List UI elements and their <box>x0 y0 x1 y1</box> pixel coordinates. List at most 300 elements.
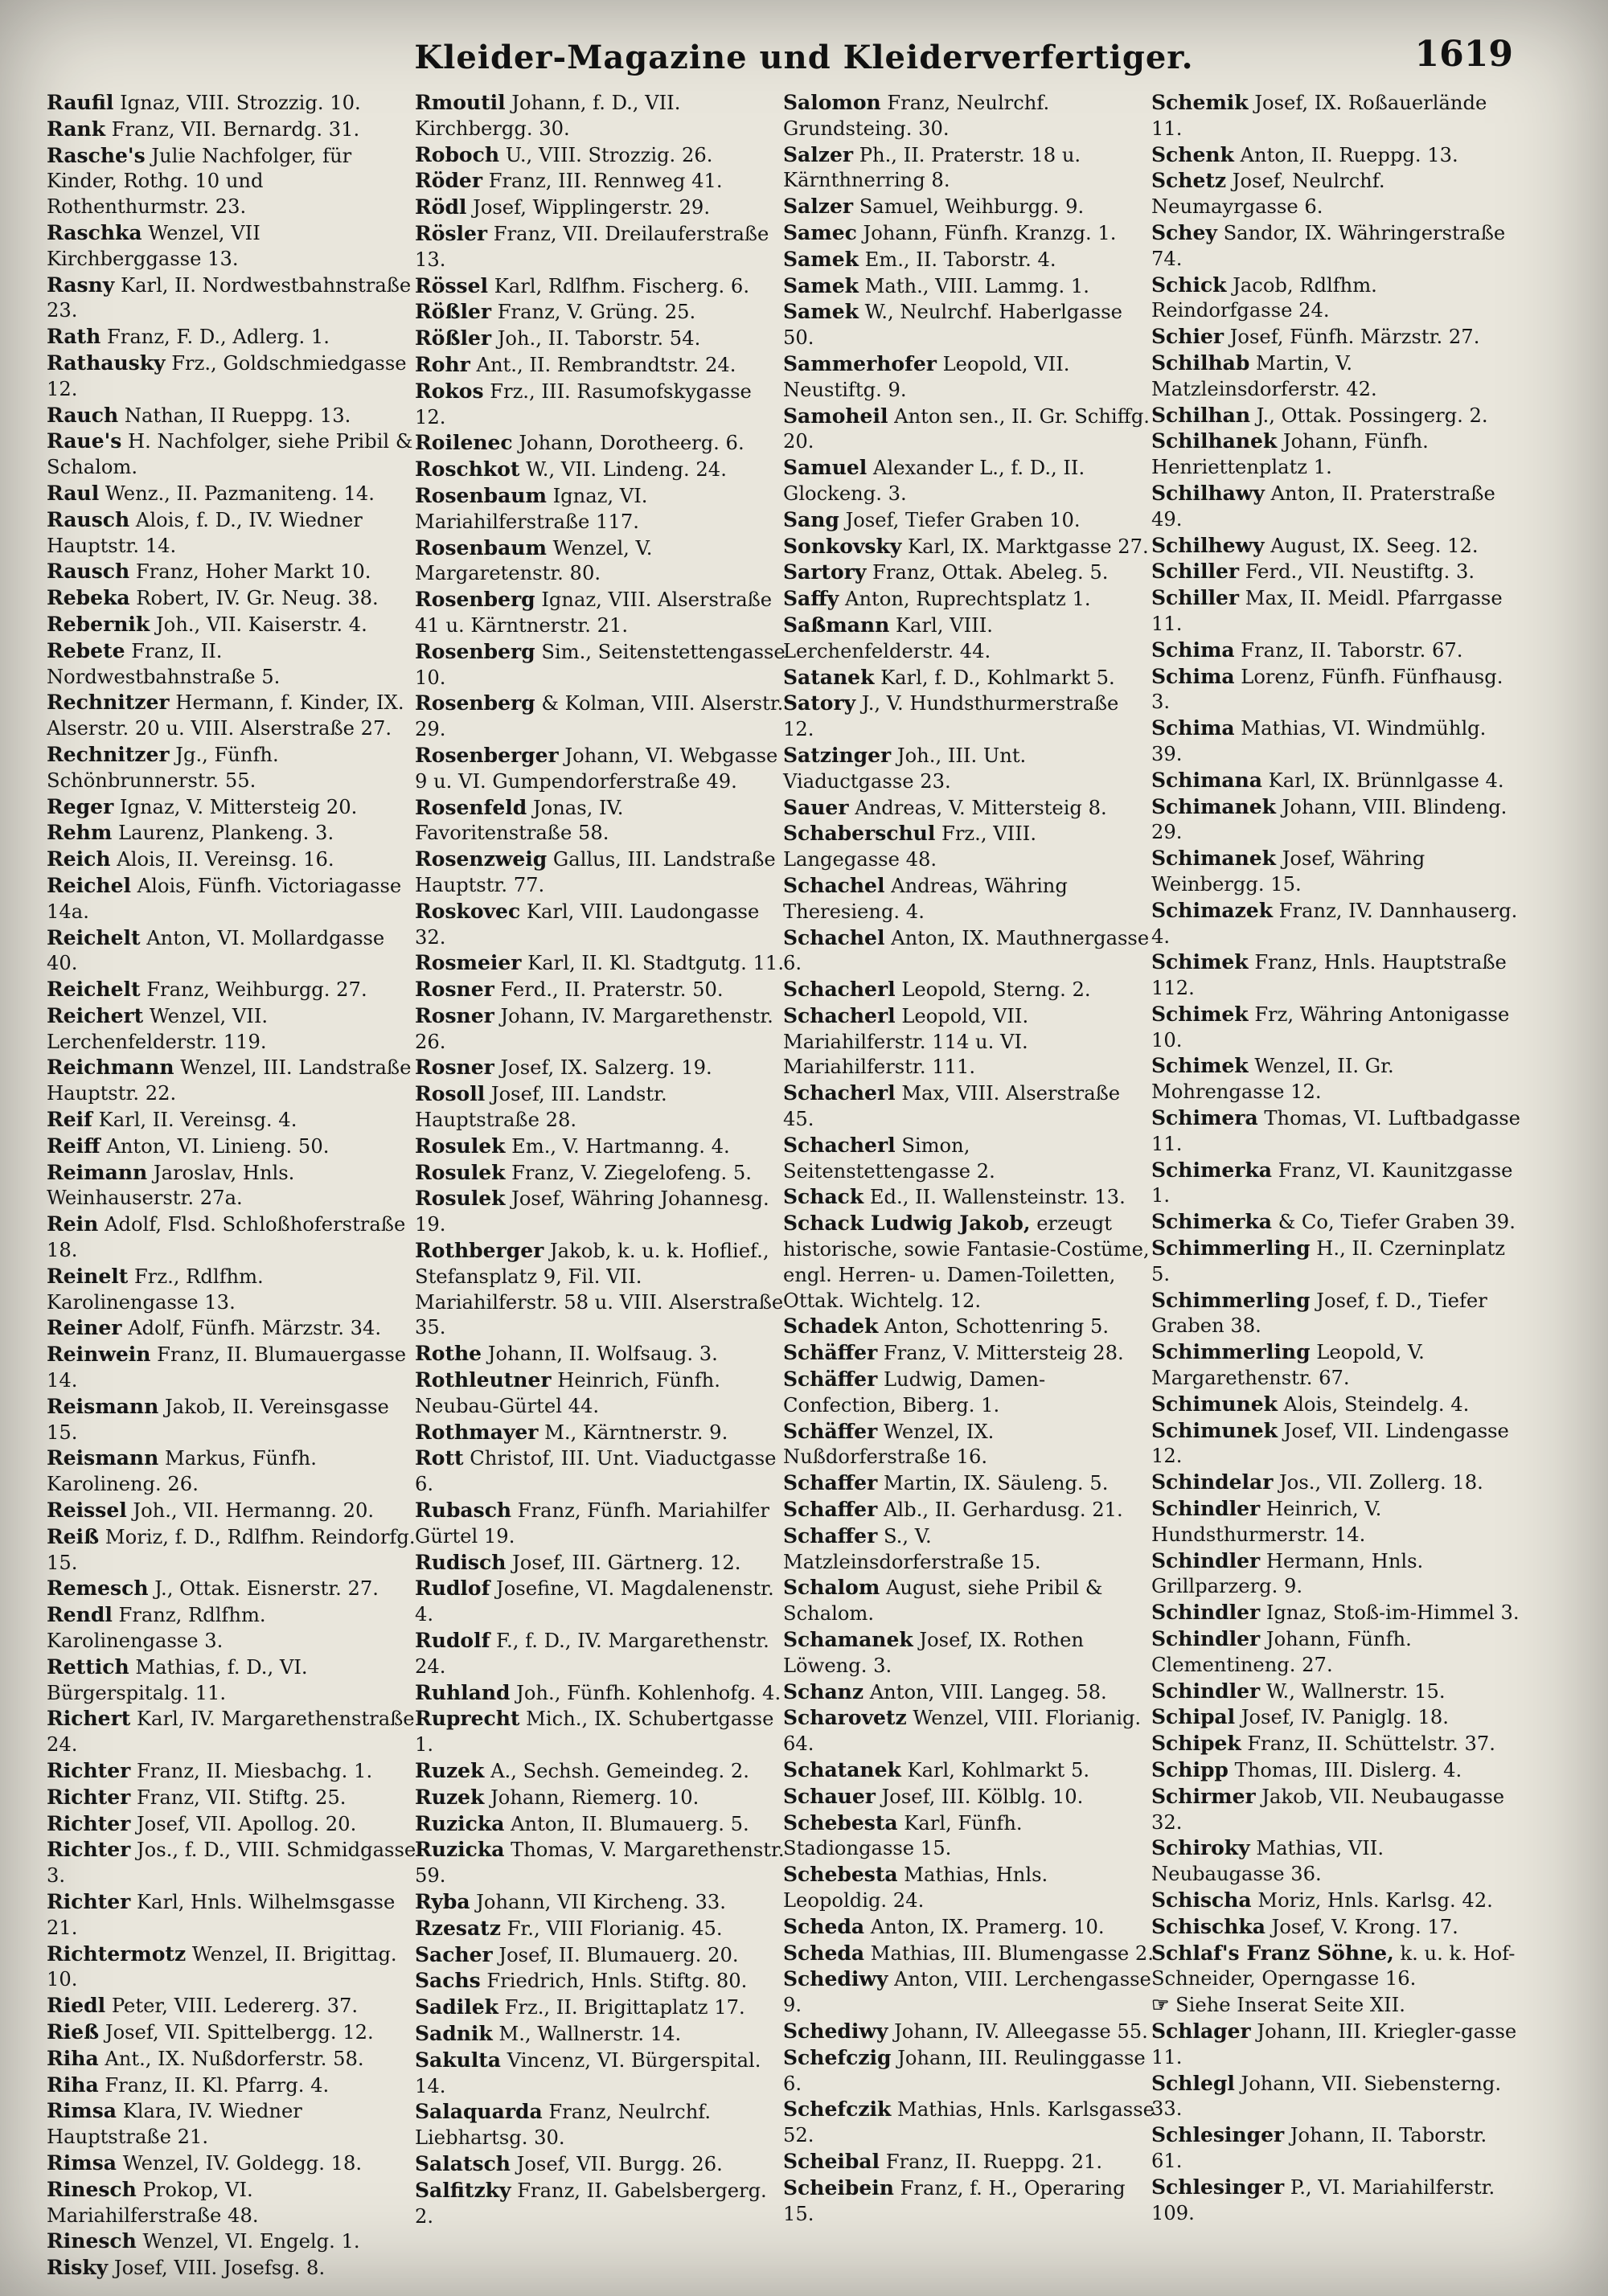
directory-entry <box>415 326 786 352</box>
entry-address: Johann, II. Wolfsaug. 3. <box>482 1343 718 1366</box>
entry-name: Rosulek <box>415 1134 506 1158</box>
entry-name: Samuel <box>783 456 868 480</box>
entry-address: August, IX. Seeg. 12. <box>1264 534 1479 557</box>
entry-name: Rothe <box>415 1342 482 1366</box>
entry-name: Schilhawy <box>1151 481 1265 505</box>
directory-entry <box>783 1211 1155 1314</box>
entry-address: Jacob, Rdlfhm. Reindorfgasse 24. <box>1151 273 1377 322</box>
entry-address: Samuel, Weihburgg. 9. <box>853 195 1085 219</box>
entry-name: Riedl <box>47 1994 106 2018</box>
entry-name: Schlager <box>1151 2019 1251 2043</box>
entry-address: Wenz., II. Pazmaniteng. 14. <box>99 482 375 505</box>
entry-address: Klara, IV. Wiedner Hauptstraße 21. <box>47 2100 302 2149</box>
entry-name: Raul <box>47 481 100 505</box>
entry-address: Ant., II. Rembrandtstr. 24. <box>470 353 736 376</box>
entry-name: Schimmerling <box>1151 1288 1311 1312</box>
entry-name: Rosenberg <box>415 691 535 715</box>
directory-entry <box>47 428 418 481</box>
entry-address: Karl, II. Vereinsg. 4. <box>92 1109 297 1132</box>
entry-name: Rinesch <box>47 2177 137 2201</box>
entry-name: Salomon <box>783 91 881 114</box>
entry-address: Franz, VII. Dreilauferstraße 13. <box>415 222 769 271</box>
directory-entry <box>783 795 1155 822</box>
entry-name: Roschkot <box>415 457 520 482</box>
entry-name: Rudolf <box>415 1629 490 1653</box>
entry-name: Reismann <box>47 1446 159 1470</box>
entry-address: Mathias, Hnls. Karlsgasse 52. <box>783 2098 1155 2147</box>
entry-name: Schimera <box>1151 1106 1258 1130</box>
entry-address: Anton, VI. Mollardgasse 40. <box>47 926 385 975</box>
directory-entry <box>47 481 418 507</box>
entry-name: Samek <box>783 273 859 297</box>
entry-name: Rosenberger <box>415 743 559 767</box>
entry-address: Mathias, III. Blumengasse 2. <box>864 1941 1154 1965</box>
directory-entry <box>783 1862 1155 1914</box>
directory-entry <box>1151 664 1523 716</box>
entry-address: Johann, IV. Alleegasse 55. <box>888 2019 1148 2043</box>
directory-entry <box>415 1942 786 1969</box>
entry-name: Schachel <box>783 925 885 949</box>
entry-address: Alois, Steindelg. 4. <box>1277 1392 1470 1416</box>
entry-name: Schalom <box>783 1576 880 1600</box>
directory-column-4 <box>1151 90 1523 2261</box>
directory-entry <box>1151 142 1523 169</box>
entry-address: Heinrich, V. Hundsthurmerstr. 14. <box>1151 1498 1382 1546</box>
directory-entry <box>47 1993 418 2019</box>
entry-address: Julie Nachfolger, für Kinder, Rothg. 10 und Rothenthurmstr. 23. <box>47 144 352 219</box>
directory-entry <box>47 1941 418 1994</box>
directory-entry <box>783 299 1155 351</box>
directory-entry <box>47 90 418 117</box>
directory-entry <box>47 1264 418 1316</box>
directory-entry <box>415 1160 786 1187</box>
directory-entry <box>1151 846 1523 898</box>
entry-name: Scheibal <box>783 2149 880 2173</box>
entry-name: Schimek <box>1151 1054 1249 1078</box>
entry-name: Schey <box>1151 220 1217 244</box>
directory-entry <box>47 1498 418 1524</box>
directory-entry <box>415 1003 786 1056</box>
entry-address: Em., V. Hartmanng. 4. <box>505 1134 730 1158</box>
directory-entry <box>415 2021 786 2048</box>
entry-address: Ferd., VII. Neustiftg. 3. <box>1239 560 1475 584</box>
entry-address: Ed., II. Wallensteinstr. 13. <box>863 1186 1126 1209</box>
entry-address: Andreas, V. Mittersteig 8. <box>848 796 1107 819</box>
entry-address: Johann, III. Reulinggasse 6. <box>783 2046 1146 2095</box>
entry-address: Alois, f. D., IV. Wiedner Hauptstr. 14. <box>47 508 363 557</box>
entry-address: Josef, VII. Spittelbergg. 12. <box>99 2020 374 2044</box>
entry-address: Karl, Kohlmarkt 5. <box>900 1759 1090 1781</box>
directory-entry <box>1151 90 1523 142</box>
entry-address: Josef, VIII. Josefsg. 8. <box>108 2257 326 2280</box>
entry-name: Schima <box>1151 716 1235 740</box>
entry-address: Karl, IV. Margarethenstraße 24. <box>47 1708 415 1757</box>
directory-entry <box>783 1470 1155 1497</box>
entry-name: Schimek <box>1151 1002 1249 1026</box>
entry-name: Schlaf's Franz Söhne, <box>1151 1941 1394 1965</box>
directory-entry <box>1151 1470 1523 1496</box>
directory-entry <box>1151 1105 1523 1158</box>
directory-entry <box>1151 794 1523 847</box>
entry-name: Rieß <box>47 2019 100 2044</box>
entry-address: J., Ottak. Possingerg. 2. <box>1250 404 1488 427</box>
entry-address: Franz, Hnls. Hauptstraße 112. <box>1151 951 1507 1000</box>
directory-entry <box>1151 1548 1523 1601</box>
directory-entry <box>415 1785 786 1811</box>
entry-address: Joh., II. Taborstr. 54. <box>491 327 701 351</box>
directory-entry <box>47 820 418 847</box>
entry-name: Ryba <box>415 1889 470 1913</box>
directory-entry <box>783 1575 1155 1627</box>
entry-name: Rothberger <box>415 1239 544 1263</box>
entry-address: Wenzel, II. Gr. Mohrengasse 12. <box>1151 1055 1394 1104</box>
entry-address: Jg., Fünfh. Schönbrunnerstr. 55. <box>47 743 279 792</box>
entry-address: Franz, V. Grüng. 25. <box>491 301 696 324</box>
directory-entry <box>1151 428 1523 481</box>
directory-entry <box>415 273 786 300</box>
directory-entry <box>783 1340 1155 1367</box>
directory-entry <box>783 1419 1155 1471</box>
entry-name: Rosner <box>415 1056 494 1080</box>
entry-name: Reissel <box>47 1499 127 1523</box>
directory-entry <box>47 2098 418 2150</box>
directory-entry <box>1151 585 1523 638</box>
entry-address: Franz, Ottak. Abeleg. 5. <box>866 561 1109 584</box>
entry-address: Joh., III. Unt. Viaductgasse 23. <box>783 744 1027 793</box>
directory-entry <box>783 1679 1155 1706</box>
entry-address: Markus, Fünfh. Karolineng. 26. <box>47 1447 317 1496</box>
entry-address: Max, II. Meidl. Pfarrgasse 11. <box>1151 587 1503 635</box>
entry-name: Rath <box>47 325 101 349</box>
entry-address: k. u. k. Hof-Schneider, Operngasse 16. <box>1151 1941 1516 1991</box>
entry-name: Remesch <box>47 1576 149 1601</box>
entry-name: Samek <box>783 247 859 271</box>
entry-name: Samek <box>783 300 859 324</box>
entry-address: Robert, IV. Gr. Neug. 38. <box>129 587 379 610</box>
entry-address: Josef, IX. Roßauerlände 11. <box>1151 92 1487 140</box>
directory-entry <box>47 1654 418 1707</box>
entry-name: Rott <box>415 1446 464 1470</box>
entry-name: Richter <box>47 1838 131 1862</box>
directory-entry <box>1151 1236 1523 1288</box>
entry-name: Reif <box>47 1108 92 1132</box>
directory-entry <box>47 117 418 143</box>
entry-name: Scharovetz <box>783 1706 907 1730</box>
entry-name: Salzer <box>783 195 854 219</box>
entry-name: Sakulta <box>415 2048 501 2072</box>
page-number: 1619 <box>1414 34 1513 75</box>
entry-name: Schipal <box>1151 1705 1236 1729</box>
entry-address: Alexander L., f. D., II. Glockeng. 3. <box>783 457 1085 505</box>
entry-name: Rosner <box>415 1003 494 1027</box>
entry-name: Rothmayer <box>415 1420 539 1444</box>
directory-entry <box>783 247 1155 273</box>
entry-address: Anton, II. Praterstraße 49. <box>1151 482 1495 531</box>
entry-name: Samec <box>783 220 857 244</box>
directory-entry <box>415 483 786 535</box>
entry-address: Wenzel, II. Brigittag. 10. <box>47 1942 397 1991</box>
directory-entry <box>783 351 1155 404</box>
directory-entry <box>47 1889 418 1941</box>
entry-address: Johann, VIII. Blindeng. 29. <box>1151 795 1508 844</box>
directory-entry <box>1151 1600 1523 1626</box>
directory-entry <box>415 1758 786 1785</box>
entry-name: Schimek <box>1151 950 1249 974</box>
directory-entry <box>415 639 786 691</box>
entry-address: Franz, II. Blumauergasse 14. <box>47 1343 407 1392</box>
directory-entry <box>415 1916 786 1942</box>
entry-address: Ant., IX. Nußdorferstr. 58. <box>98 2047 364 2070</box>
entry-address: J., V. Hundsthurmerstraße 12. <box>783 692 1119 741</box>
entry-address: Wenzel, VIII. Florianig. 64. <box>783 1707 1142 1756</box>
entry-name: Ruzek <box>415 1785 485 1809</box>
entry-address: Sandor, IX. Währingerstraße 74. <box>1151 221 1506 270</box>
entry-name: Rosenberg <box>415 639 535 663</box>
entry-address: Mathias, VI. Windmühlg. 39. <box>1151 717 1487 765</box>
directory-entry <box>1151 1392 1523 1418</box>
directory-entry <box>783 2019 1155 2045</box>
directory-entry <box>1151 768 1523 794</box>
directory-entry <box>1151 1288 1523 1340</box>
entry-address: Mich., IX. Schubertgasse 1. <box>415 1708 774 1757</box>
entry-name: Rosmeier <box>415 951 522 975</box>
directory-entry <box>47 559 418 585</box>
directory-entry <box>783 977 1155 1003</box>
entry-name: Scheibein <box>783 2175 894 2200</box>
entry-address: Josef, V. Krong. 17. <box>1265 1915 1458 1938</box>
directory-entry <box>47 1003 418 1056</box>
entry-address: Franz, Rdlfhm. Karolinengasse 3. <box>47 1604 266 1653</box>
directory-entry <box>1151 559 1523 585</box>
entry-address: Johann, Fünfh. Clementineng. 27. <box>1151 1628 1412 1676</box>
entry-name: Raue's <box>47 429 122 453</box>
entry-address: Franz, Neulrchf. Liebhartsg. 30. <box>415 2101 712 2150</box>
entry-address: Adolf, Fünfh. Märzstr. 34. <box>121 1317 382 1340</box>
directory-entry <box>783 1784 1155 1810</box>
entry-name: Reismann <box>47 1394 159 1418</box>
entry-name: Schemik <box>1151 91 1249 114</box>
entry-address: H. Nachfolger, siehe Pribil & Schalom. <box>47 430 413 479</box>
entry-address: Ph., II. Praterstr. 18 u. Kärnthnerring 8. <box>783 143 1081 192</box>
directory-entry <box>1151 1053 1523 1105</box>
entry-name: Satanek <box>783 665 875 689</box>
entry-address: P., VI. Mariahilferstr. 109. <box>1151 2175 1495 2224</box>
directory-entry <box>47 1107 418 1134</box>
directory-entry <box>415 352 786 379</box>
directory-entry <box>783 665 1155 691</box>
entry-name: Richter <box>47 1785 131 1809</box>
entry-address: Josef, Währing Johannesg. 19. <box>415 1187 769 1236</box>
entry-name: Reichelt <box>47 978 141 1002</box>
directory-entry <box>415 899 786 951</box>
entry-name: Sachs <box>415 1969 481 1993</box>
directory-entry <box>47 794 418 821</box>
directory-entry <box>783 1003 1155 1080</box>
entry-address: Anton, Schottenring 5. <box>878 1315 1110 1339</box>
directory-entry <box>415 1420 786 1446</box>
entry-address: Mathias, f. D., VI. Bürgerspitalg. 11. <box>47 1655 308 1704</box>
entry-name: Sadilek <box>415 1995 498 2019</box>
entry-address: erzeugt historische, sowie Fantasie-Costüme, engl. Herren- u. Damen-Toiletten, Ottak. Wichtelg. 12. <box>783 1212 1150 1312</box>
entry-address: Josef, III. Kölblg. 10. <box>875 1785 1084 1808</box>
entry-name: Schima <box>1151 664 1235 688</box>
entry-name: Rettich <box>47 1654 129 1679</box>
entry-name: Schindler <box>1151 1627 1261 1651</box>
directory-entry <box>415 950 786 977</box>
entry-name: Schatanek <box>783 1758 901 1781</box>
directory-entry <box>783 1627 1155 1679</box>
entry-address: Anton, VI. Linieng. 50. <box>100 1134 330 1158</box>
entry-name: Reimann <box>47 1160 148 1184</box>
entry-address: Anton sen., II. Gr. Schiffg. 20. <box>783 404 1150 453</box>
entry-address: Johann, Fünfh. Kranzg. 1. <box>856 221 1117 244</box>
directory-entry <box>1151 533 1523 560</box>
entry-address: Karl, II. Kl. Stadtgutg. 11. <box>521 952 785 975</box>
entry-name: Schetz <box>1151 169 1227 193</box>
directory-entry <box>415 1968 786 1995</box>
directory-entry <box>415 1889 786 1916</box>
directory-entry <box>1151 1626 1523 1679</box>
entry-name: Richter <box>47 1811 131 1835</box>
directory-entry <box>47 742 418 794</box>
directory-entry <box>47 1342 418 1394</box>
entry-address: F., f. D., IV. Margarethenstr. 24. <box>415 1630 769 1678</box>
entry-name: Schischka <box>1151 1914 1265 1938</box>
directory-entry <box>47 2073 418 2099</box>
entry-name: Rank <box>47 117 106 141</box>
directory-entry <box>47 2046 418 2073</box>
directory-entry <box>1151 1704 1523 1731</box>
entry-name: Rosulek <box>415 1160 506 1184</box>
directory-entry <box>415 379 786 431</box>
directory-entry <box>783 2175 1155 2228</box>
entry-name: Schimmerling <box>1151 1236 1311 1261</box>
entry-address: Siehe Inserat Seite XII. <box>1169 1994 1405 2017</box>
entry-address: M., Kärntnerstr. 9. <box>538 1421 728 1444</box>
entry-address: Franz, II. Miesbachg. 1. <box>130 1760 373 1782</box>
entry-address: Ignaz, VIII. Alserstraße 41 u. Kärntnerstr. 21. <box>415 588 773 637</box>
directory-entry <box>47 351 418 403</box>
directory-entry <box>1151 638 1523 664</box>
directory-entry <box>1151 403 1523 429</box>
entry-name: Rosulek <box>415 1187 506 1211</box>
entry-name: Schimana <box>1151 768 1262 792</box>
entry-address: Franz, V. Ziegelofeng. 5. <box>505 1161 752 1184</box>
entry-name: Schimanek <box>1151 847 1277 871</box>
entry-address: Laurenz, Plankeng. 3. <box>112 822 334 845</box>
entry-address: Johann, Dorotheerg. 6. <box>512 432 745 455</box>
entry-address: Thomas, VI. Luftbadgasse 11. <box>1151 1107 1520 1155</box>
directory-entry <box>415 1055 786 1081</box>
directory-entry <box>415 1811 786 1838</box>
entry-name: Salzer <box>783 142 854 166</box>
entry-address: Hermann, Hnls. Grillparzerg. 9. <box>1151 1549 1424 1598</box>
directory-entry <box>415 1341 786 1367</box>
entry-address: Simon, Seitenstettengasse 2. <box>783 1134 995 1183</box>
directory-entry <box>783 404 1155 456</box>
entry-name: Riha <box>47 2046 99 2070</box>
entry-address: Franz, Fünfh. Mariahilfer Gürtel 19. <box>415 1499 769 1548</box>
entry-name: Rößler <box>415 300 492 324</box>
entry-name: Rudisch <box>415 1550 507 1574</box>
directory-entry <box>1151 898 1523 950</box>
entry-address: Joh., VII. Kaiserstr. 4. <box>150 613 367 636</box>
entry-address: W., VII. Lindeng. 24. <box>519 458 727 482</box>
entry-name: Reichelt <box>47 925 141 949</box>
entry-address: Ignaz, Stoß-im-Himmel 3. <box>1260 1601 1520 1625</box>
entry-name: Richter <box>47 1889 131 1913</box>
entry-address: Em., II. Taborstr. 4. <box>858 248 1056 271</box>
directory-entry <box>415 1081 786 1134</box>
entry-address: Wenzel, V. Margaretenstr. 80. <box>415 536 653 585</box>
directory-entry <box>415 221 786 273</box>
entry-name: Schäffer <box>783 1341 878 1365</box>
entry-name: Rathausky <box>47 351 166 375</box>
entry-address: Thomas, V. Margarethenstr. 59. <box>415 1839 785 1888</box>
entry-address: Thomas, III. Dislerg. 4. <box>1228 1759 1462 1781</box>
directory-entry <box>415 795 786 847</box>
directory-entry <box>415 1238 786 1341</box>
directory-entry <box>783 1966 1155 2019</box>
directory-entry <box>1151 1002 1523 1054</box>
entry-address: Franz, F. D., Adlerg. 1. <box>100 326 330 349</box>
directory-entry <box>415 535 786 588</box>
directory-entry <box>415 847 786 899</box>
directory-entry <box>47 1212 418 1264</box>
entry-address: Lorenz, Fünfh. Fünfhausg. 3. <box>1151 665 1503 714</box>
directory-entry <box>415 691 786 743</box>
entry-address: Wenzel, VII. Lerchenfelderstr. 119. <box>47 1004 269 1053</box>
entry-address: Jakob, k. u. k. Hoflief., Stefansplatz 9, Fil. VII. Mariahilferstr. 58 u. VIII. Alserstraße 35. <box>415 1240 784 1339</box>
directory-entry <box>47 1811 418 1838</box>
directory-entry <box>415 1995 786 2021</box>
directory-entry <box>783 1314 1155 1340</box>
directory-entry <box>1151 1784 1523 1836</box>
entry-name: Sadnik <box>415 2021 493 2045</box>
entry-name: Rößler <box>415 326 492 351</box>
directory-entry <box>415 1186 786 1238</box>
entry-address: Martin, IX. Säuleng. 5. <box>877 1472 1109 1495</box>
directory-entry <box>783 691 1155 743</box>
entry-address: Frz., III. Rasumofskygasse 12. <box>415 379 752 428</box>
entry-name: Schlegl <box>1151 2071 1235 2095</box>
entry-name: Reiß <box>47 1524 100 1548</box>
entry-address: Johann, IV. Margarethenstr. 26. <box>415 1004 773 1053</box>
entry-name: Sartory <box>783 560 867 584</box>
directory-entry <box>47 1134 418 1160</box>
directory-entry <box>47 143 418 220</box>
entry-name: Schilhan <box>1151 403 1250 427</box>
entry-address: Johann, VII Kircheng. 33. <box>470 1890 726 1913</box>
directory-entry <box>1151 1158 1523 1210</box>
entry-name: Samoheil <box>783 404 888 428</box>
directory-entry <box>415 142 786 169</box>
directory-entry <box>47 1758 418 1785</box>
entry-name: Rasny <box>47 273 115 297</box>
directory-entry <box>1151 1888 1523 1914</box>
directory-entry <box>1151 1941 1523 1993</box>
entry-name: Schauer <box>783 1784 876 1808</box>
directory-entry <box>415 1837 786 1889</box>
entry-name: Rössel <box>415 273 489 297</box>
entry-address: Josef, III. Gärtnerg. 12. <box>506 1551 741 1574</box>
directory-entry <box>415 2151 786 2178</box>
directory-entry <box>47 690 418 742</box>
entry-address: Moriz, f. D., Rdlfhm. Reindorfg. 15. <box>47 1525 416 1574</box>
entry-name: Reichel <box>47 873 131 897</box>
directory-entry <box>47 1160 418 1212</box>
entry-name: Schebesta <box>783 1810 898 1835</box>
